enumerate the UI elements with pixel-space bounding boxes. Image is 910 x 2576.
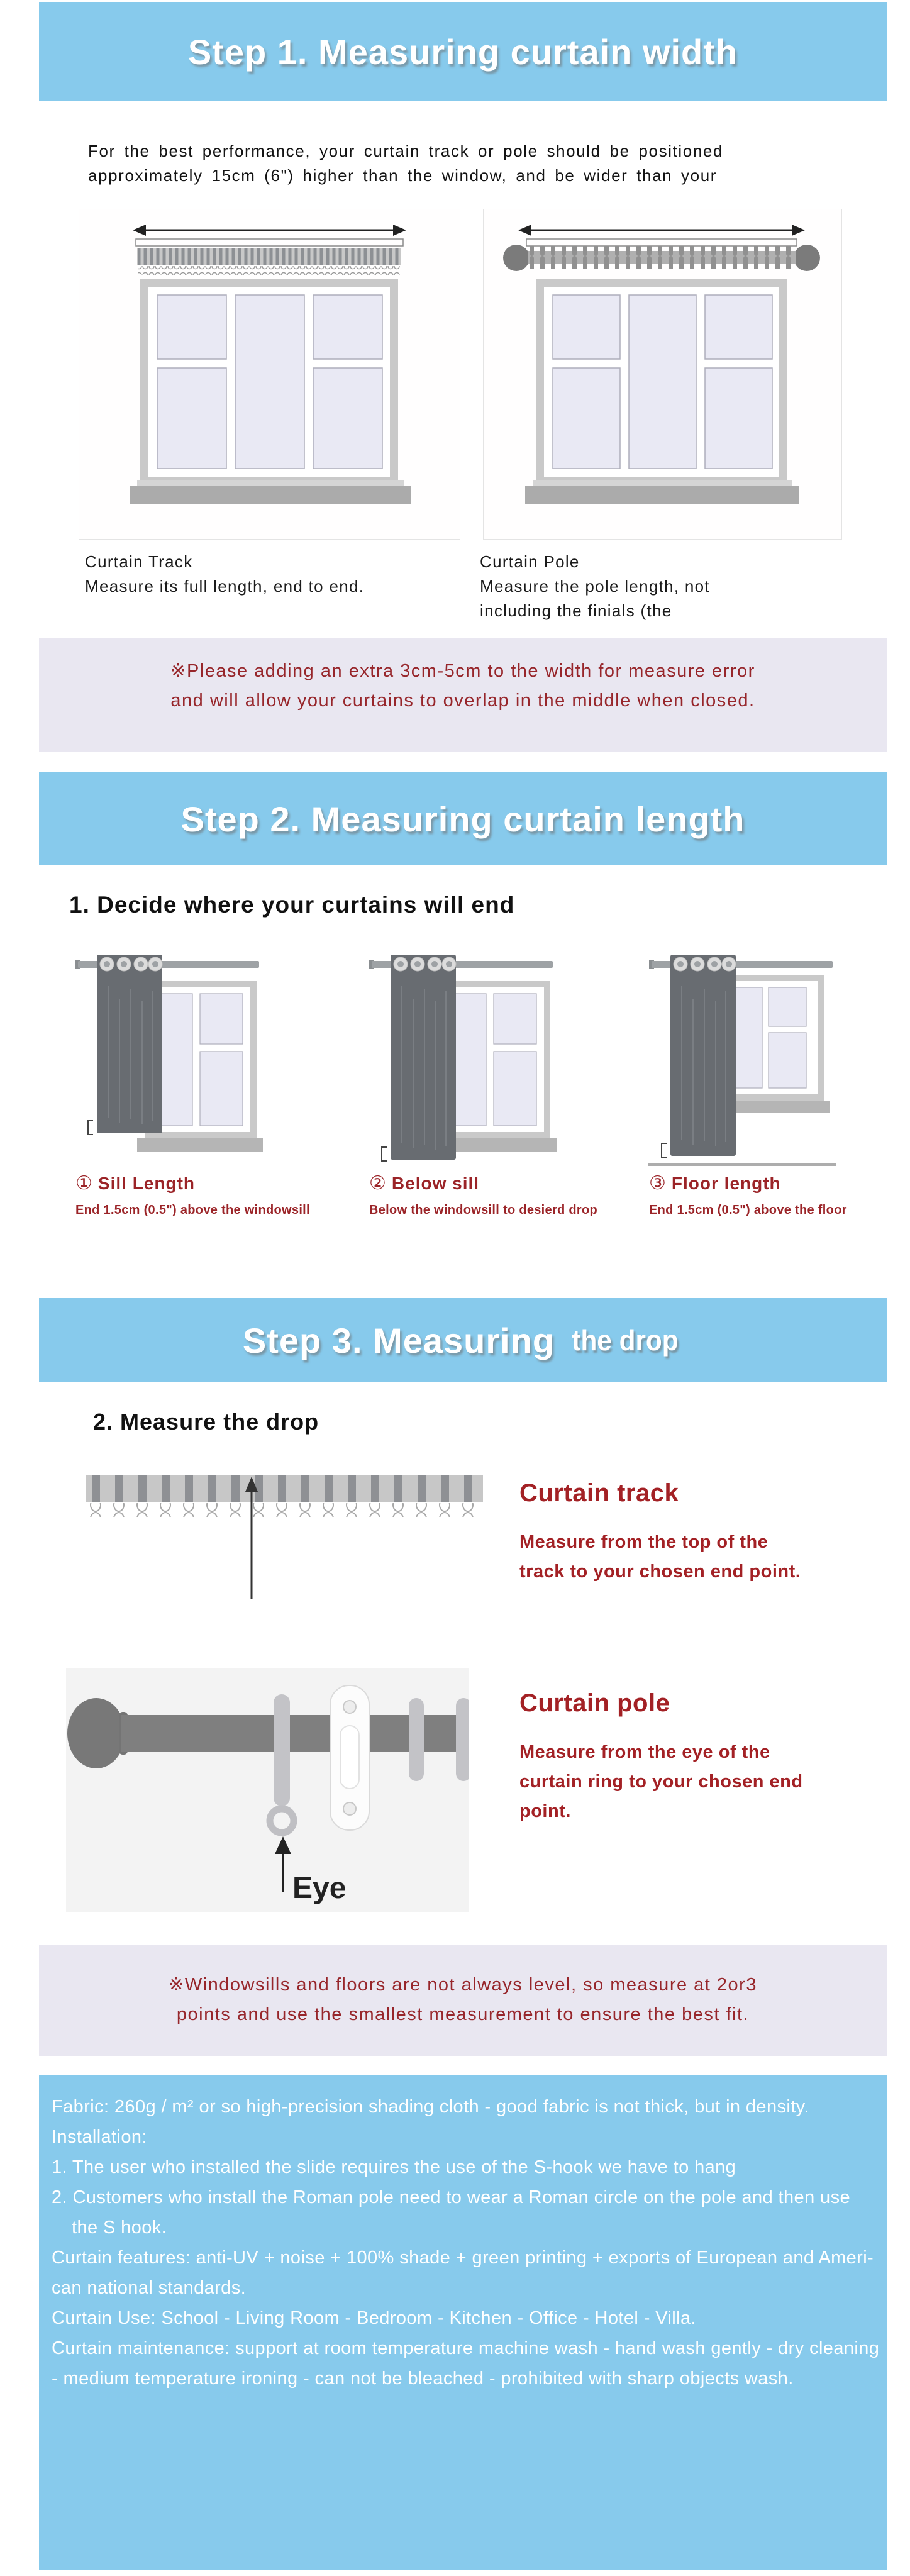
end-point-bracket (382, 1147, 387, 1161)
step3-banner-title: Step 3. Measuring (242, 1320, 555, 1360)
pole-caption (480, 550, 710, 623)
pole-info-desc3: point. (519, 1801, 571, 1821)
floor-length-figure (648, 948, 836, 1170)
pole-caption-line2: including the finials (the (480, 601, 672, 620)
step2-banner (39, 772, 887, 865)
measure-drop-heading: 2. Measure the drop (93, 1409, 319, 1435)
step1-intro-line1: For the best performance, your curtain track or pole should be positioned (88, 142, 724, 160)
floor-length-caption (649, 1172, 847, 1218)
step1-banner-title: Step 1. Measuring curtain width (187, 31, 738, 72)
sill-length-caption (75, 1172, 310, 1218)
end-point-bracket (88, 1121, 93, 1135)
step1-intro-line2: approximately 15cm (6") higher than the window, and be wider than your (88, 166, 718, 185)
curtain-track-graphic (86, 1475, 483, 1517)
pole-info (519, 1689, 803, 1826)
window-graphic (130, 279, 411, 504)
floor-length-illustration (648, 948, 836, 1170)
drop-pole-figure (66, 1668, 469, 1915)
option1-desc: End 1.5cm (0.5") above the windowsill (75, 1203, 310, 1217)
step2-banner-title: Step 2. Measuring curtain length (180, 799, 745, 839)
option3-number: ③ (649, 1173, 667, 1194)
footer-line-maintenance-1: Curtain maintenance: support at room temperature machine wash - hand wash gently - dry cleaning (52, 2338, 880, 2358)
wall-bracket-graphic (330, 1685, 369, 1830)
width-note (39, 638, 887, 752)
curtain-graphic (97, 955, 162, 1133)
product-info-footer (39, 2075, 887, 2570)
eye-label: Eye (292, 1872, 347, 1905)
track-info-desc1: Measure from the top of the (519, 1532, 769, 1552)
footer-line-install-2b: the S hook. (72, 2218, 167, 2238)
option3-desc: End 1.5cm (0.5") above the floor (649, 1203, 847, 1217)
option2-title: Below sill (391, 1174, 480, 1193)
below-sill-figure (368, 948, 557, 1170)
end-point-bracket (662, 1143, 667, 1157)
option3-title: Floor length (671, 1174, 781, 1193)
track-with-arrow-illustration (38, 1470, 486, 1604)
step3-banner (39, 1298, 887, 1382)
level-note-line1: ※Windowsills and floors are not always level, so measure at 2or3 (169, 1975, 757, 1995)
option2-desc: Below the windowsill to desierd drop (369, 1203, 598, 1217)
sill-length-illustration (74, 948, 263, 1170)
footer-line-features-1: Curtain features: anti-UV + noise + 100% shade + green printing + exports of European and Ameri- (52, 2248, 874, 2268)
footer-line-maintenance-2: - medium temperature ironing - can not be bleached - prohibited with sharp objects wash. (52, 2368, 794, 2389)
option1-number: ① (75, 1173, 93, 1194)
step3-banner-subtitle: the drop (572, 1324, 679, 1357)
level-note (39, 1945, 887, 2056)
option1-title: Sill Length (97, 1174, 196, 1193)
footer-line-install-1: 1. The user who installed the slide requires the use of the S-hook we have to hang (52, 2157, 736, 2177)
pole-with-eye-illustration (66, 1668, 469, 1912)
track-caption-line: Measure its full length, end to end. (85, 577, 365, 596)
track-info (519, 1479, 801, 1587)
option2-number: ② (369, 1173, 387, 1194)
pole-info-desc1: Measure from the eye of the (519, 1742, 770, 1762)
window-with-track-illustration (79, 209, 460, 539)
track-info-title: Curtain track (519, 1479, 679, 1507)
width-note-line2: and will allow your curtains to overlap in the middle when closed. (170, 691, 755, 711)
track-caption (85, 550, 364, 599)
curtain-graphic (391, 955, 456, 1160)
pole-caption-line1: Measure the pole length, not (480, 577, 710, 596)
below-sill-caption (369, 1172, 597, 1218)
below-sill-illustration (368, 948, 557, 1170)
measure-bracket (136, 239, 403, 246)
step1-intro (88, 139, 723, 188)
pole-info-title: Curtain pole (519, 1689, 670, 1717)
drop-track-figure (38, 1470, 486, 1607)
window-graphic (525, 279, 799, 504)
footer-line-fabric: Fabric: 260g / m² or so high-precision shading cloth - good fabric is not thick, but in density. (52, 2097, 809, 2117)
footer-line-features-2: can national standards. (52, 2278, 247, 2298)
window-track-figure (79, 209, 460, 540)
curtain-track-graphic (137, 248, 401, 275)
footer-line-install-2: 2. Customers who install the Roman pole need to wear a Roman circle on the pole and then use (52, 2187, 851, 2207)
sill-length-figure (74, 948, 263, 1170)
footer-line-use: Curtain Use: School - Living Room - Bedroom - Kitchen - Office - Hotel - Villa. (52, 2308, 696, 2328)
width-note-line1: ※Please adding an extra 3cm-5cm to the width for measure error (170, 661, 755, 681)
pole-info-desc2: curtain ring to your chosen end (519, 1772, 803, 1792)
pole-caption-title: Curtain Pole (480, 552, 580, 571)
width-double-arrow-icon (518, 225, 805, 236)
decide-heading: 1. Decide where your curtains will end (69, 892, 515, 918)
curtain-pole-graphic (503, 245, 820, 271)
width-double-arrow-icon (133, 225, 406, 236)
track-caption-title: Curtain Track (85, 552, 193, 571)
curtain-graphic (670, 955, 736, 1156)
level-note-line2: points and use the smallest measurement to ensure the best fit. (176, 2004, 750, 2024)
measure-bracket (526, 239, 797, 246)
window-with-pole-illustration (484, 209, 841, 539)
window-pole-figure (483, 209, 842, 540)
footer-line-installation: Installation: (52, 2127, 147, 2147)
track-info-desc2: track to your chosen end point. (519, 1562, 801, 1582)
step1-banner (39, 2, 887, 101)
